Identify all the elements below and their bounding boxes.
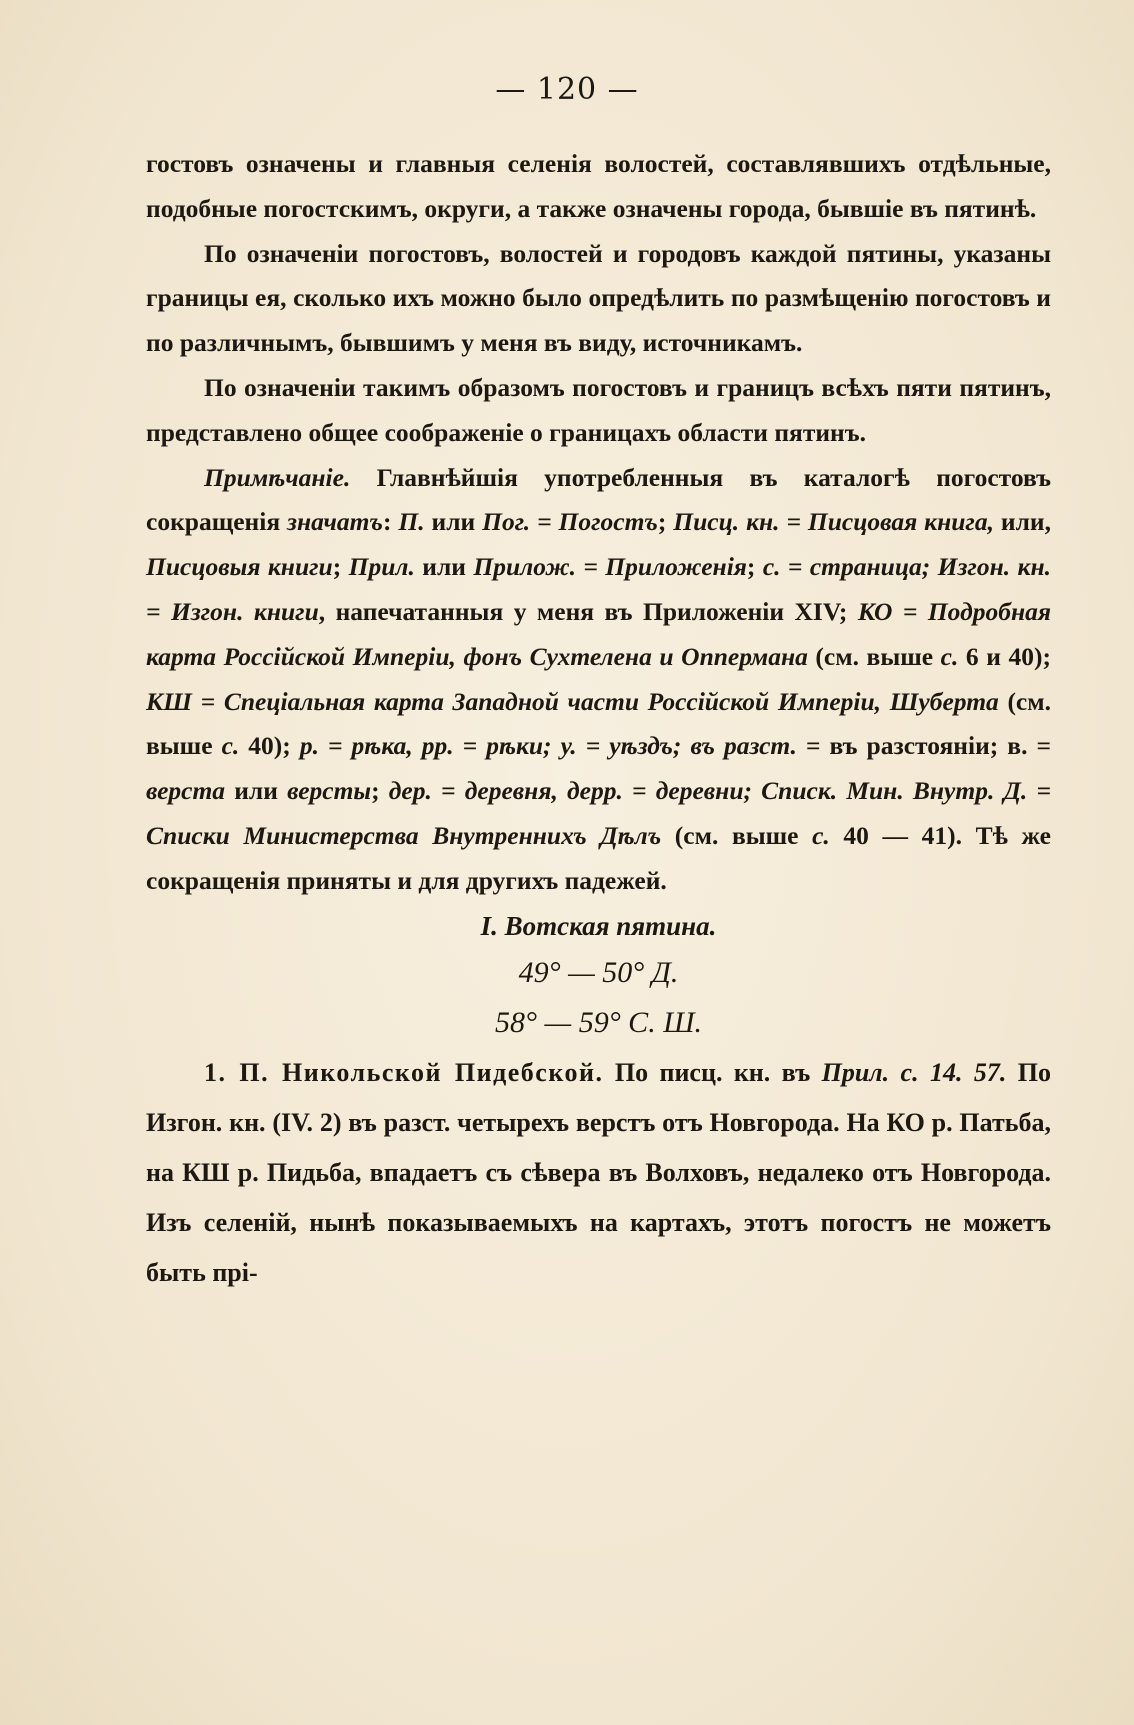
text-run: гостовъ означены и главныя селенія волостей, составлявшихъ отдѣльные, подобные погостскимъ, округи, а также означены города, бывшіе въ пятинѣ. bbox=[146, 149, 1051, 223]
text-run: или bbox=[225, 776, 288, 806]
italic-text: Примѣчаніе. bbox=[204, 462, 351, 492]
italic-text: с. bbox=[812, 820, 830, 850]
text-run: 40); bbox=[239, 731, 300, 761]
text-run: 1. П. Никольской Пидебской. bbox=[204, 1058, 604, 1088]
paragraph bbox=[146, 232, 1051, 366]
italic-text: р. = рѣка, рр. = рѣки; у. = уѣздъ; въ разст. bbox=[299, 731, 797, 761]
italic-text: КО = Подробная карта Россійской Имперіи, фонъ Сухтелена и Оппермана bbox=[146, 596, 1051, 671]
text-run: По означеніи погостовъ, волостей и городовъ каждой пятины, указаны границы ея, сколько ихъ можно было опредѣлить по размѣщенію погостовъ и по различнымъ, бывшимъ у меня въ виду, источникамъ. bbox=[146, 238, 1051, 358]
text-run: По Изгон. кн. (IV. 2) въ разст. четырехъ верстъ отъ Новгорода. На КО р. Патьба, на КШ р. Пидьба, впадаетъ съ сѣвера въ Волховъ, недалеко отъ Новгорода. Изъ селеній, нынѣ показываемыхъ на картахъ, этотъ погостъ не можетъ быть прі- bbox=[146, 1058, 1051, 1288]
italic-text: Пог. = Погостъ bbox=[482, 507, 658, 537]
text-run: ; bbox=[371, 776, 389, 806]
italic-text: П. bbox=[398, 507, 425, 537]
italic-text: с. bbox=[940, 641, 959, 671]
text-run: ; bbox=[332, 552, 349, 582]
text-run: 6 и 40); bbox=[958, 641, 1051, 671]
coordinates-longitude: 49° — 50° Д. bbox=[518, 956, 679, 990]
italic-text: значатъ bbox=[287, 507, 383, 537]
italic-text: Писцовыя книги bbox=[146, 552, 333, 582]
text-run: : bbox=[382, 507, 399, 537]
body-text bbox=[146, 142, 1051, 1298]
text-run: По писц. кн. въ bbox=[603, 1058, 822, 1088]
italic-text: Прил. bbox=[348, 552, 415, 582]
paragraphs bbox=[146, 142, 1051, 904]
page-number: — 120 — bbox=[495, 72, 639, 107]
paragraph bbox=[146, 366, 1051, 456]
text-run: (см. выше bbox=[146, 686, 1051, 761]
paragraph bbox=[146, 456, 1051, 904]
text-run: 40 — 41). Тѣ же сокращенія приняты и для другихъ падежей. bbox=[146, 820, 1051, 895]
italic-text: верста bbox=[146, 776, 226, 806]
catalog-entry bbox=[146, 1048, 1051, 1298]
coordinates-latitude: 58° — 59° С. Ш. bbox=[495, 1006, 702, 1040]
italic-text: Прил. с. 14. 57. bbox=[821, 1058, 1007, 1088]
text-run: Главнѣйшія употребленныя въ каталогѣ погостовъ сокращенія bbox=[146, 462, 1051, 537]
paragraph bbox=[146, 142, 1051, 232]
text-run: ; bbox=[657, 507, 674, 537]
text-run: , напечатанныя у меня въ Приложеніи XIV; bbox=[318, 596, 858, 626]
italic-text: Прилож. = Приложенія bbox=[473, 552, 747, 582]
italic-text: КШ = Спеціальная карта Западной части Россійской Имперіи, Шуберта bbox=[146, 686, 999, 716]
text-run: или bbox=[424, 507, 483, 537]
section-heading: I. Вотская пятина. bbox=[480, 910, 717, 941]
italic-text: с. = страница; Изгон. кн. = Изгон. книги bbox=[146, 552, 1051, 626]
text-run: (см. выше bbox=[661, 820, 813, 850]
italic-text: дер. = деревня, дерр. = деревни; Списк. Мин. Внутр. Д. = Списки Министерства Внутреннихъ Дѣлъ bbox=[146, 776, 1051, 850]
italic-text: версты bbox=[287, 776, 372, 806]
text-run: или bbox=[414, 552, 474, 582]
text-run: или, bbox=[993, 507, 1051, 537]
italic-text: с. bbox=[221, 731, 240, 761]
text-run: ; bbox=[746, 552, 763, 582]
text-run: = въ разстояніи; в. = bbox=[796, 731, 1051, 761]
coordinates-block bbox=[146, 948, 1051, 1048]
text-run: По означеніи такимъ образомъ погостовъ и границъ всѣхъ пяти пятинъ, представлено общее соображеніе о границахъ области пятинъ. bbox=[146, 372, 1051, 447]
text-run: (см. выше bbox=[807, 641, 941, 671]
italic-text: Писц. кн. = Писцовая книга, bbox=[673, 507, 994, 537]
